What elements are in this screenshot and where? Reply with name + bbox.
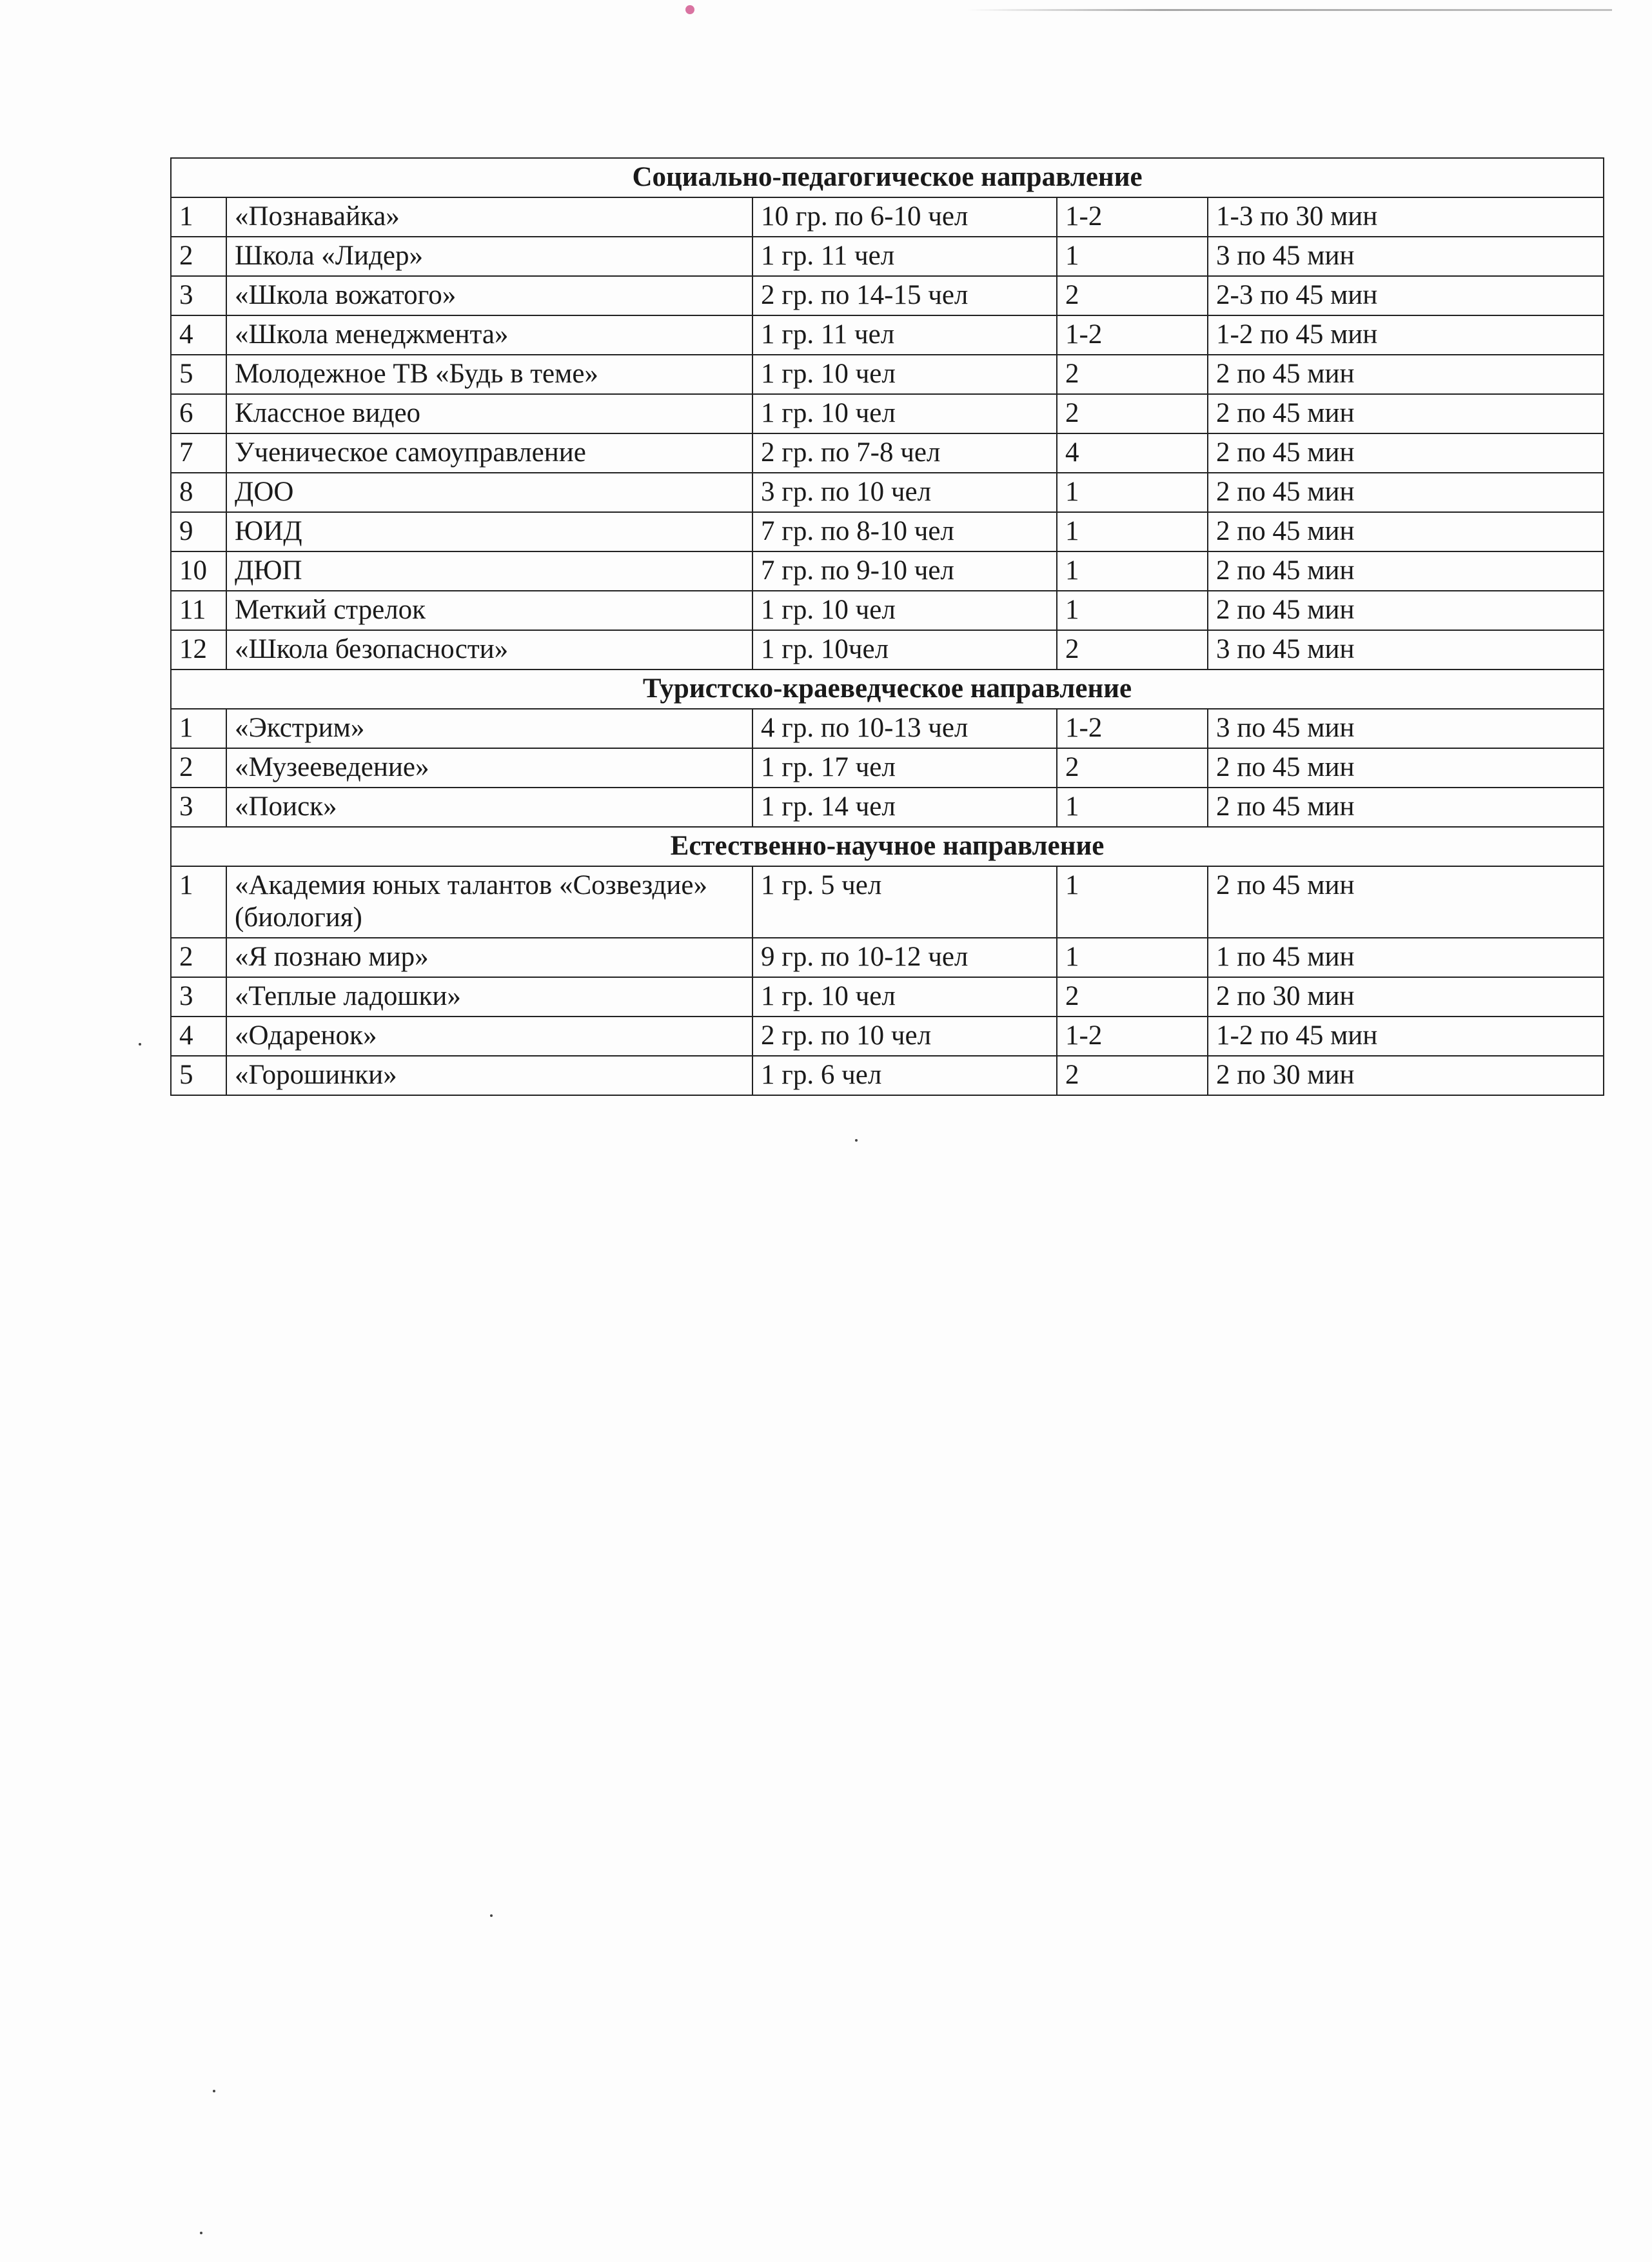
sessions-per-week-cell: 1 xyxy=(1057,591,1208,630)
row-number-cell: 1 xyxy=(171,709,226,748)
sessions-per-week-cell: 4 xyxy=(1057,433,1208,473)
program-name-cell: «Школа вожатого» xyxy=(226,276,752,315)
session-duration-cell: 3 по 45 мин xyxy=(1208,237,1604,276)
session-duration-cell: 2 по 45 мин xyxy=(1208,748,1604,788)
session-duration-cell: 2 по 30 мин xyxy=(1208,977,1604,1017)
session-duration-cell: 2 по 45 мин xyxy=(1208,866,1604,938)
scan-edge-line xyxy=(967,9,1612,11)
sessions-per-week-cell: 1 xyxy=(1057,551,1208,591)
table-row xyxy=(171,197,1604,237)
groups-cell: 1 гр. 6 чел xyxy=(752,1056,1057,1095)
groups-cell: 7 гр. по 8-10 чел xyxy=(752,512,1057,551)
session-duration-cell: 3 по 45 мин xyxy=(1208,709,1604,748)
scan-speck xyxy=(139,1043,141,1046)
session-duration-cell: 1-3 по 30 мин xyxy=(1208,197,1604,237)
section-title: Естественно-научное направление xyxy=(171,827,1604,866)
table-row xyxy=(171,938,1604,977)
program-name-cell: ДЮП xyxy=(226,551,752,591)
table-row xyxy=(171,1017,1604,1056)
session-duration-cell: 2 по 30 мин xyxy=(1208,1056,1604,1095)
row-number-cell: 3 xyxy=(171,276,226,315)
scan-speck xyxy=(490,1914,493,1917)
table-row xyxy=(171,788,1604,827)
table-row xyxy=(171,977,1604,1017)
sessions-per-week-cell: 2 xyxy=(1057,276,1208,315)
sessions-per-week-cell: 1-2 xyxy=(1057,197,1208,237)
session-duration-cell: 1-2 по 45 мин xyxy=(1208,1017,1604,1056)
groups-cell: 2 гр. по 10 чел xyxy=(752,1017,1057,1056)
groups-cell: 7 гр. по 9-10 чел xyxy=(752,551,1057,591)
groups-cell: 1 гр. 14 чел xyxy=(752,788,1057,827)
program-name-cell: Ученическое самоуправление xyxy=(226,433,752,473)
table-row xyxy=(171,630,1604,670)
program-name-cell: Классное видео xyxy=(226,394,752,433)
groups-cell: 1 гр. 10 чел xyxy=(752,394,1057,433)
row-number-cell: 3 xyxy=(171,788,226,827)
groups-cell: 1 гр. 17 чел xyxy=(752,748,1057,788)
program-name-cell: «Школа безопасности» xyxy=(226,630,752,670)
session-duration-cell: 2 по 45 мин xyxy=(1208,591,1604,630)
session-duration-cell: 2 по 45 мин xyxy=(1208,433,1604,473)
session-duration-cell: 2 по 45 мин xyxy=(1208,788,1604,827)
sessions-per-week-cell: 1 xyxy=(1057,788,1208,827)
scan-speck xyxy=(200,2232,202,2234)
row-number-cell: 7 xyxy=(171,433,226,473)
sessions-per-week-cell: 2 xyxy=(1057,1056,1208,1095)
program-name-cell: «Академия юных талантов «Созвездие» (биология) xyxy=(226,866,752,938)
groups-cell: 1 гр. 11 чел xyxy=(752,315,1057,355)
sessions-per-week-cell: 1 xyxy=(1057,473,1208,512)
row-number-cell: 2 xyxy=(171,237,226,276)
program-name-cell: Молодежное ТВ «Будь в теме» xyxy=(226,355,752,394)
session-duration-cell: 3 по 45 мин xyxy=(1208,630,1604,670)
groups-cell: 1 гр. 10чел xyxy=(752,630,1057,670)
row-number-cell: 9 xyxy=(171,512,226,551)
ink-mark xyxy=(685,5,694,14)
table-row xyxy=(171,473,1604,512)
row-number-cell: 1 xyxy=(171,866,226,938)
row-number-cell: 3 xyxy=(171,977,226,1017)
program-name-cell: «Познавайка» xyxy=(226,197,752,237)
section-header-row xyxy=(171,827,1604,866)
table-row xyxy=(171,551,1604,591)
session-duration-cell: 2 по 45 мин xyxy=(1208,512,1604,551)
sessions-per-week-cell: 2 xyxy=(1057,355,1208,394)
groups-cell: 1 гр. 10 чел xyxy=(752,977,1057,1017)
sessions-per-week-cell: 2 xyxy=(1057,748,1208,788)
table-row xyxy=(171,866,1604,938)
table-row xyxy=(171,748,1604,788)
section-header-row xyxy=(171,158,1604,197)
session-duration-cell: 2 по 45 мин xyxy=(1208,551,1604,591)
session-duration-cell: 1-2 по 45 мин xyxy=(1208,315,1604,355)
sessions-per-week-cell: 1 xyxy=(1057,938,1208,977)
sessions-per-week-cell: 1-2 xyxy=(1057,315,1208,355)
session-duration-cell: 1 по 45 мин xyxy=(1208,938,1604,977)
session-duration-cell: 2 по 45 мин xyxy=(1208,473,1604,512)
program-name-cell: «Я познаю мир» xyxy=(226,938,752,977)
row-number-cell: 6 xyxy=(171,394,226,433)
program-name-cell: «Горошинки» xyxy=(226,1056,752,1095)
row-number-cell: 10 xyxy=(171,551,226,591)
row-number-cell: 11 xyxy=(171,591,226,630)
sessions-per-week-cell: 1 xyxy=(1057,237,1208,276)
table-row xyxy=(171,394,1604,433)
groups-cell: 2 гр. по 7-8 чел xyxy=(752,433,1057,473)
sessions-per-week-cell: 1-2 xyxy=(1057,709,1208,748)
section-header-row xyxy=(171,670,1604,709)
row-number-cell: 2 xyxy=(171,748,226,788)
groups-cell: 10 гр. по 6-10 чел xyxy=(752,197,1057,237)
groups-cell: 4 гр. по 10-13 чел xyxy=(752,709,1057,748)
scan-speck xyxy=(213,2090,215,2092)
program-name-cell: «Музееведение» xyxy=(226,748,752,788)
sessions-per-week-cell: 2 xyxy=(1057,630,1208,670)
program-name-cell: «Школа менеджмента» xyxy=(226,315,752,355)
groups-cell: 1 гр. 11 чел xyxy=(752,237,1057,276)
session-duration-cell: 2-3 по 45 мин xyxy=(1208,276,1604,315)
groups-cell: 3 гр. по 10 чел xyxy=(752,473,1057,512)
groups-cell: 1 гр. 10 чел xyxy=(752,591,1057,630)
programs-table-body xyxy=(171,158,1604,1095)
table-row xyxy=(171,709,1604,748)
sessions-per-week-cell: 1-2 xyxy=(1057,1017,1208,1056)
sessions-per-week-cell: 1 xyxy=(1057,866,1208,938)
table-row xyxy=(171,591,1604,630)
program-name-cell: «Поиск» xyxy=(226,788,752,827)
row-number-cell: 8 xyxy=(171,473,226,512)
scan-speck xyxy=(855,1139,858,1142)
row-number-cell: 4 xyxy=(171,1017,226,1056)
row-number-cell: 12 xyxy=(171,630,226,670)
programs-table xyxy=(170,157,1604,1096)
table-row xyxy=(171,315,1604,355)
row-number-cell: 5 xyxy=(171,1056,226,1095)
table-row xyxy=(171,433,1604,473)
program-name-cell: «Теплые ладошки» xyxy=(226,977,752,1017)
section-title: Социально-педагогическое направление xyxy=(171,158,1604,197)
section-title: Туристско-краеведческое направление xyxy=(171,670,1604,709)
sessions-per-week-cell: 1 xyxy=(1057,512,1208,551)
row-number-cell: 1 xyxy=(171,197,226,237)
groups-cell: 2 гр. по 14-15 чел xyxy=(752,276,1057,315)
row-number-cell: 5 xyxy=(171,355,226,394)
table-row xyxy=(171,1056,1604,1095)
sessions-per-week-cell: 2 xyxy=(1057,977,1208,1017)
session-duration-cell: 2 по 45 мин xyxy=(1208,394,1604,433)
program-name-cell: Меткий стрелок xyxy=(226,591,752,630)
groups-cell: 9 гр. по 10-12 чел xyxy=(752,938,1057,977)
sessions-per-week-cell: 2 xyxy=(1057,394,1208,433)
program-name-cell: ЮИД xyxy=(226,512,752,551)
program-name-cell: ДОО xyxy=(226,473,752,512)
program-name-cell: «Экстрим» xyxy=(226,709,752,748)
table-row xyxy=(171,512,1604,551)
table-row xyxy=(171,237,1604,276)
program-name-cell: Школа «Лидер» xyxy=(226,237,752,276)
groups-cell: 1 гр. 10 чел xyxy=(752,355,1057,394)
session-duration-cell: 2 по 45 мин xyxy=(1208,355,1604,394)
program-name-cell: «Одаренок» xyxy=(226,1017,752,1056)
row-number-cell: 4 xyxy=(171,315,226,355)
table-row xyxy=(171,355,1604,394)
row-number-cell: 2 xyxy=(171,938,226,977)
groups-cell: 1 гр. 5 чел xyxy=(752,866,1057,938)
table-row xyxy=(171,276,1604,315)
